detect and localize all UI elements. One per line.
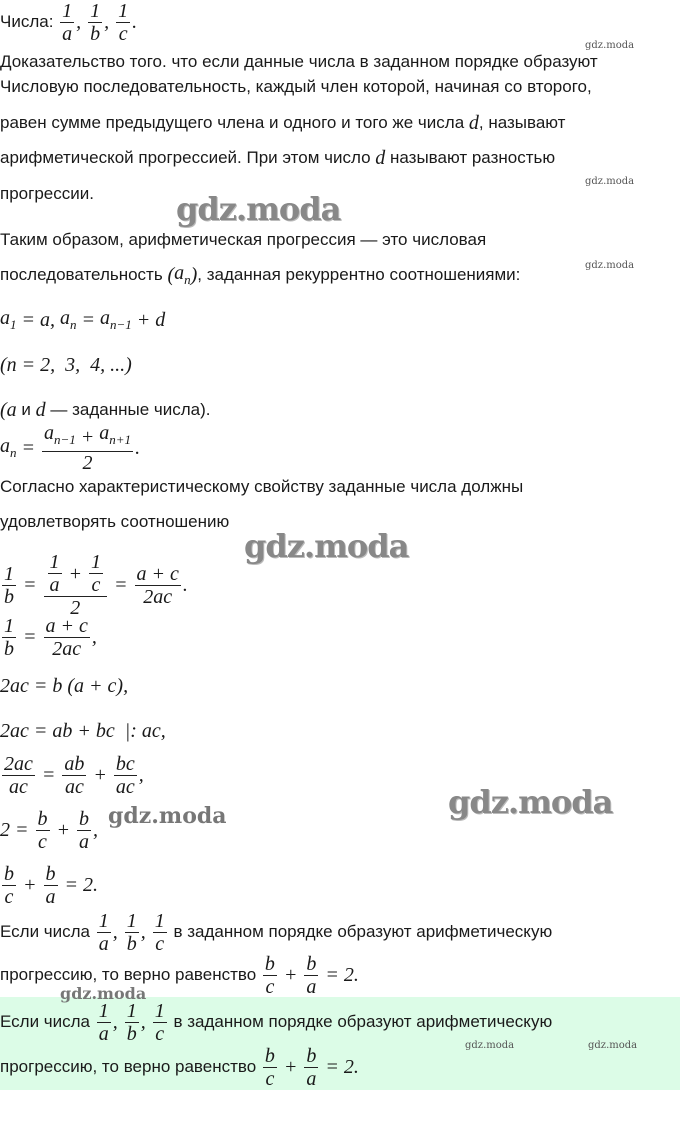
math-text: 1 [49, 551, 60, 573]
math-text: 1 [126, 999, 137, 1022]
math-text: , [140, 1010, 151, 1033]
math-text: 1 [4, 562, 14, 585]
numerator [60, 0, 74, 23]
fraction [304, 953, 318, 998]
math-text: b [126, 932, 137, 955]
math-text: 1 [154, 909, 165, 932]
math-text: , [112, 1010, 123, 1033]
math-text: b [4, 637, 14, 660]
fraction [153, 1000, 167, 1045]
fraction [60, 0, 74, 45]
denominator [263, 1068, 276, 1090]
math-text: b [264, 1044, 275, 1067]
text: в заданном порядке образуют арифметическую [168, 922, 553, 941]
math-text: b [4, 585, 14, 608]
math-text: = 2. [320, 1055, 359, 1078]
fraction [114, 753, 137, 798]
math-text: 1 [98, 909, 109, 932]
denominator [153, 933, 166, 955]
math-subscript-term: $a_{n-1}$ [100, 307, 132, 332]
text: называют разностью [385, 148, 556, 167]
math-text: 1 [154, 999, 165, 1022]
fraction [263, 1045, 277, 1090]
fraction [42, 422, 133, 474]
subscript: 1 [10, 317, 17, 332]
math-text: a + c [45, 614, 88, 637]
math-text: b [45, 862, 56, 885]
math-text: c [4, 885, 14, 908]
math-subscript-term: $a_n$ [60, 307, 77, 332]
fraction [44, 863, 58, 908]
numerator [48, 551, 62, 574]
denominator [117, 23, 130, 45]
numerator [263, 953, 277, 976]
text: Таким образом, арифметическая прогрессия — это числовая [0, 230, 487, 249]
text: Если числа [0, 922, 95, 941]
math-text: 1 [118, 0, 129, 22]
denominator [97, 1023, 111, 1045]
math-text: ac [9, 775, 28, 798]
watermark: gdz.moda [108, 803, 227, 829]
math-text: c [155, 1022, 165, 1045]
fraction [36, 808, 50, 853]
denominator [3, 886, 16, 908]
watermark: gdz.moda [585, 40, 635, 51]
denominator [2, 586, 16, 608]
math-text: d [35, 398, 46, 421]
text: Доказательство того. что если данные числа в заданном порядке образуют [0, 52, 598, 71]
denominator [304, 976, 318, 998]
watermark: gdz.moda [244, 527, 409, 565]
text: Согласно характеристическому свойству заданные числа должны [0, 477, 524, 496]
math-text: 1 [98, 999, 109, 1022]
math-text: + [63, 562, 87, 585]
numerator [114, 753, 137, 776]
numerator [2, 863, 16, 886]
fraction [125, 1000, 139, 1045]
numerator [263, 1045, 277, 1068]
denominator [63, 776, 86, 798]
numerator [304, 1045, 318, 1068]
fraction [263, 953, 277, 998]
fraction [125, 910, 139, 955]
watermark: gdz.moda [448, 783, 613, 821]
text: прогрессию, то верно равенство [0, 965, 261, 984]
math-text: a [98, 1022, 109, 1045]
math-subscript-term: $a_n$ [0, 435, 17, 460]
math-text: + [75, 425, 100, 448]
text: прогрессии. [0, 184, 94, 203]
denominator [88, 23, 102, 45]
math-text: a [49, 574, 60, 596]
math-text: , [138, 763, 144, 786]
math-text: 2ac [4, 752, 33, 775]
math-text: = a, [16, 308, 60, 331]
math-text: b [4, 862, 14, 885]
math-text: = [18, 573, 42, 596]
math-text: 1 [91, 551, 101, 573]
math-text: a [62, 22, 73, 45]
math-text: d [375, 146, 386, 169]
math-text: ( [167, 263, 175, 286]
subscript: n+1 [109, 432, 132, 447]
math-text: 1 [62, 0, 73, 22]
math-text: 2ac [143, 585, 173, 608]
fraction [44, 615, 90, 660]
denominator [50, 638, 83, 660]
numerator [135, 563, 181, 586]
text: арифметической прогрессией. При этом число [0, 148, 376, 167]
math-subscript-term: $a_n$ [174, 262, 191, 287]
numerator [88, 0, 102, 23]
math-subscript-term: $a_{n-1}$ [44, 422, 76, 447]
numerator [42, 422, 133, 452]
watermark: gdz.moda [465, 1040, 515, 1051]
math-text: ac [115, 775, 135, 798]
text: прогрессию, то верно равенство [0, 1057, 261, 1076]
math-text: c [265, 975, 275, 998]
math-text: ab [64, 752, 85, 775]
math-text: + [88, 763, 112, 786]
fraction [62, 753, 86, 798]
fraction [2, 863, 16, 908]
text: удовлетворять соотношению [0, 512, 230, 531]
math-text: , [140, 920, 151, 943]
math-text: = 2. [59, 873, 98, 896]
numerator [89, 551, 103, 574]
math-text: 1 [126, 909, 137, 932]
subscript: n−1 [110, 317, 132, 332]
math-text: a [98, 932, 109, 955]
denominator [141, 586, 174, 608]
fraction [2, 563, 16, 608]
math-text: 2 = [0, 818, 34, 841]
denominator [125, 1023, 139, 1045]
numerator [44, 615, 90, 638]
fraction [97, 910, 111, 955]
math-text: + [278, 1055, 303, 1078]
math-text: a + c [136, 562, 179, 585]
math-text: + [51, 818, 75, 841]
math-text: c [91, 574, 101, 596]
math-text: = [36, 763, 61, 786]
math-text: = [109, 573, 133, 596]
math-text: c [118, 22, 128, 45]
math-text: c [155, 932, 165, 955]
math-text: , [93, 818, 98, 841]
math-text: + d [131, 308, 166, 331]
denominator [153, 1023, 166, 1045]
denominator [36, 831, 49, 853]
fraction [89, 551, 103, 596]
numerator [44, 551, 108, 597]
math-text: . [132, 10, 138, 33]
math-text: = [16, 436, 40, 459]
subscript: n [184, 272, 191, 287]
math-text: ) [190, 263, 198, 286]
math-text: (n = 2, 3, 4, ...) [0, 353, 132, 376]
fraction [153, 910, 167, 955]
math-subscript-term: $a_{n+1}$ [99, 422, 132, 447]
denominator [7, 776, 30, 798]
math-text: = 2. [320, 963, 359, 986]
subscript: n [70, 317, 77, 332]
math-text: 2ac = ab + bc |: ac, [0, 719, 166, 742]
math-subscript-term: $a_1$ [0, 307, 17, 332]
math-text: a [306, 1067, 317, 1090]
numerator [153, 1000, 167, 1023]
numerator [116, 0, 130, 23]
math-text: 2ac = b (a + c), [0, 674, 129, 697]
denominator [97, 933, 111, 955]
numerator [2, 563, 16, 586]
denominator [44, 886, 58, 908]
text: в заданном порядке образуют арифметическую [168, 1012, 553, 1031]
math-text: , [76, 10, 87, 33]
numerator [77, 808, 91, 831]
text: Числовую последовательность, каждый член которой, начиная со второго, [0, 77, 592, 96]
math-text: b [126, 1022, 137, 1045]
text: , называют [478, 113, 566, 132]
math-text: b [90, 22, 101, 45]
denominator [114, 776, 137, 798]
math-text: . [135, 436, 141, 459]
denominator [90, 574, 103, 596]
math-text: 2ac [52, 637, 82, 660]
fraction [97, 1000, 111, 1045]
math-text: b [306, 1044, 317, 1067]
watermark: gdz.moda [585, 176, 635, 187]
fraction [2, 615, 16, 660]
math-text: . [182, 573, 188, 596]
denominator [81, 452, 95, 474]
text: — заданные числа). [45, 400, 211, 419]
watermark: gdz.moda [60, 984, 147, 1003]
math-text: = [18, 625, 42, 648]
text: Числа: [0, 12, 59, 31]
math-text: a [79, 830, 89, 853]
numerator [36, 808, 50, 831]
watermark: gdz.moda [176, 190, 341, 228]
math-text: , [104, 10, 115, 33]
math-text: b [264, 952, 275, 975]
math-text: 1 [90, 0, 101, 22]
numerator [2, 753, 35, 776]
math-text: 2 [70, 597, 81, 619]
math-text: c [265, 1067, 275, 1090]
numerator [2, 615, 16, 638]
fraction [2, 753, 35, 798]
math-text: c [38, 830, 47, 853]
math-text: a [45, 885, 56, 908]
fraction [116, 0, 130, 45]
math-text: b [306, 952, 317, 975]
denominator [2, 638, 16, 660]
numerator [62, 753, 86, 776]
denominator [125, 933, 139, 955]
denominator [60, 23, 74, 45]
fraction [135, 563, 181, 608]
numerator [44, 863, 58, 886]
math-text: bc [115, 752, 135, 775]
watermark: gdz.moda [585, 260, 635, 271]
fraction [48, 551, 62, 596]
math-text: ac [64, 775, 84, 798]
math-text: + [278, 963, 303, 986]
numerator [304, 953, 318, 976]
math-text: 2 [82, 452, 93, 474]
math-text: a [306, 975, 317, 998]
math-text: 1 [4, 614, 14, 637]
fraction [88, 0, 102, 45]
fraction [304, 1045, 318, 1090]
numerator [125, 910, 139, 933]
denominator [304, 1068, 318, 1090]
text: Если числа [0, 1012, 95, 1031]
math-text: = [76, 308, 100, 331]
numerator [153, 910, 167, 933]
subscript: n [10, 445, 17, 460]
denominator [263, 976, 276, 998]
fraction [44, 551, 108, 619]
text: последовательность [0, 265, 168, 284]
math-text: b [37, 807, 48, 830]
subscript: n−1 [54, 432, 76, 447]
denominator [48, 574, 62, 596]
fraction [77, 808, 91, 853]
math-text: (a [0, 398, 17, 421]
text: равен сумме предыдущего члена и одного и того же числа [0, 113, 469, 132]
numerator [97, 910, 111, 933]
math-text: b [79, 807, 89, 830]
watermark: gdz.moda [588, 1040, 638, 1051]
math-text: d [468, 111, 479, 134]
denominator [77, 831, 91, 853]
text: и [16, 400, 36, 419]
text: , заданная рекуррентно соотношениями: [197, 265, 521, 284]
math-text: , [112, 920, 123, 943]
math-text: + [18, 873, 42, 896]
math-text: , [91, 625, 97, 648]
